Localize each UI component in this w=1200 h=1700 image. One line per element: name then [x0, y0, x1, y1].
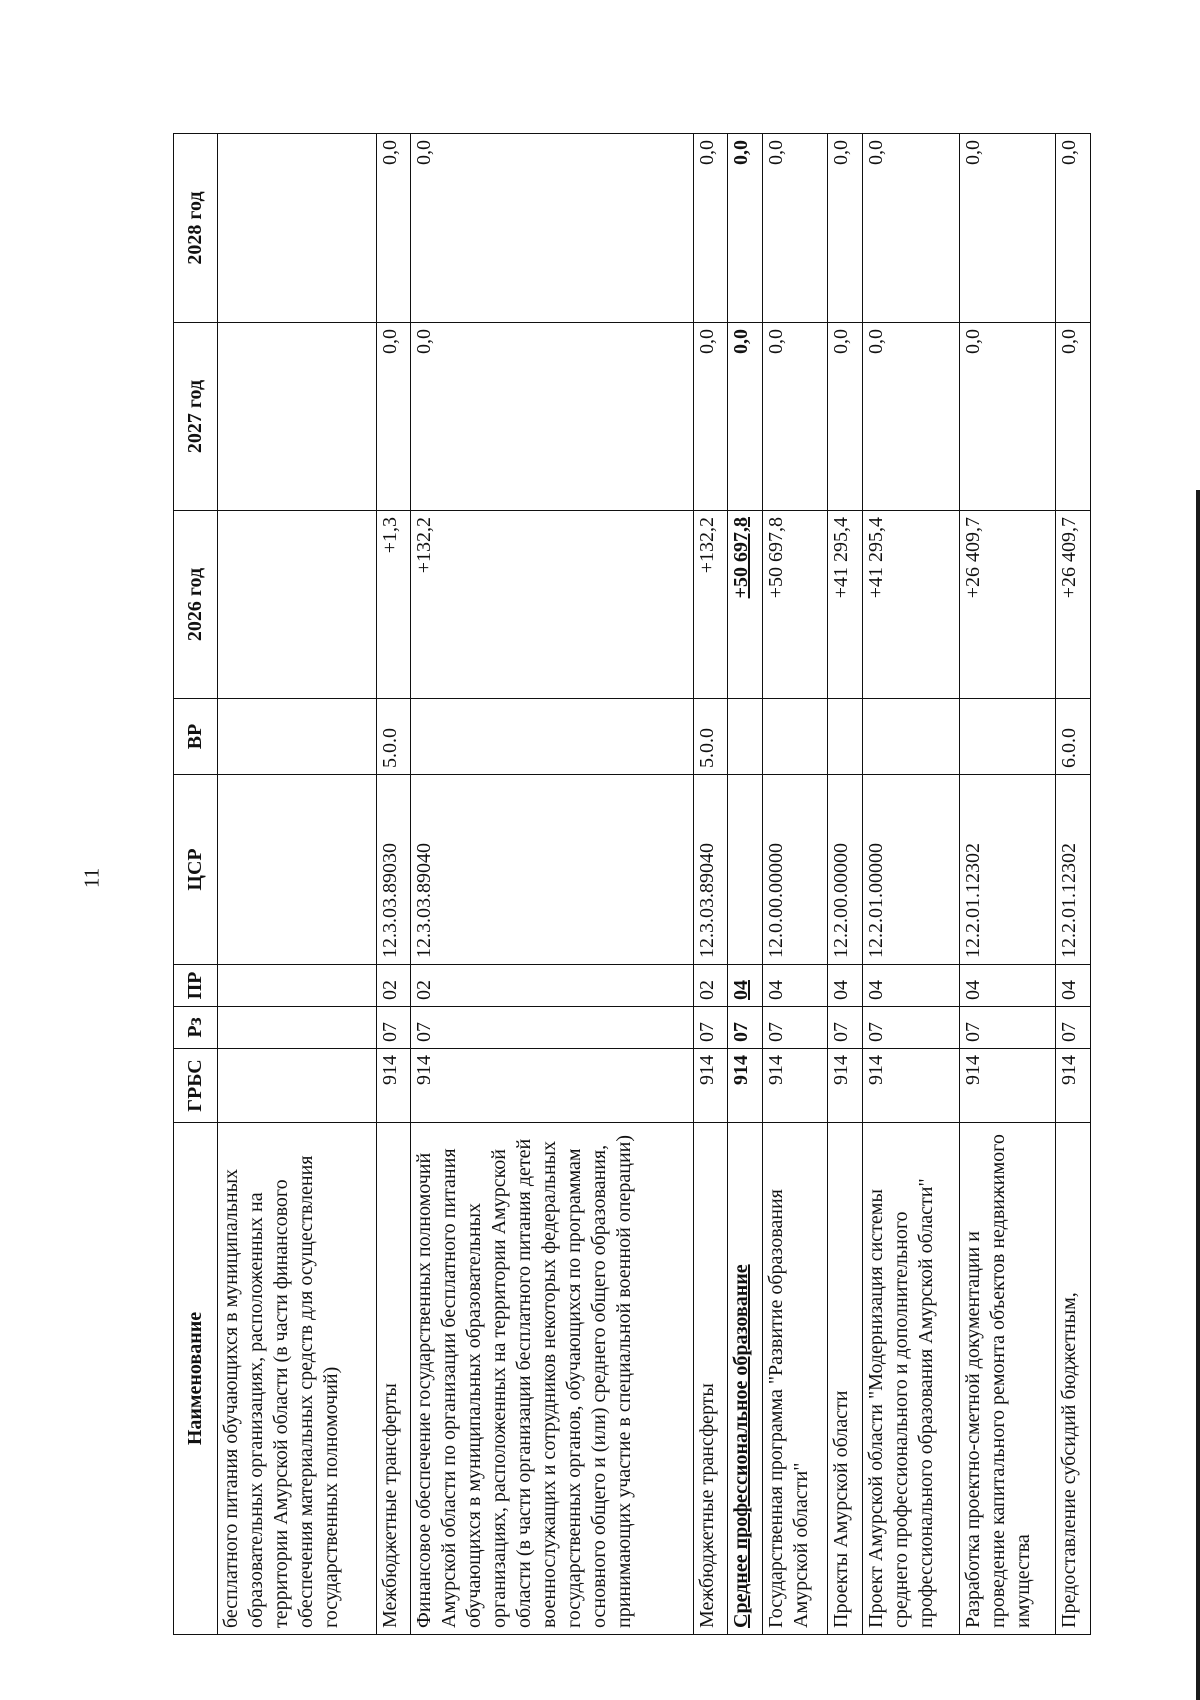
cell-grbs: 914	[376, 1049, 411, 1123]
cell-rz: 07	[693, 1007, 728, 1049]
cell-name: бесплатного питания обучающихся в муниципальных образовательных организациях, расположенных на территории Амурской области (в части финансового обеспечения материальных средств для осуществления государственных полномочий)	[218, 1123, 377, 1635]
cell-grbs: 914	[728, 1049, 763, 1123]
cell-pr: 04	[828, 965, 863, 1007]
header-csr: ЦСР	[174, 775, 218, 965]
cell-csr: 12.3.03.89040	[693, 775, 728, 965]
cell-grbs: 914	[693, 1049, 728, 1123]
cell-pr: 04	[959, 965, 1056, 1007]
cell-vr	[411, 699, 693, 775]
cell-csr	[728, 775, 763, 965]
rotated-table-wrapper	[173, 134, 1091, 1635]
cell-rz: 07	[828, 1007, 863, 1049]
cell-2026: +50 697,8	[728, 511, 763, 699]
cell-rz: 07	[959, 1007, 1056, 1049]
cell-rz: 07	[863, 1007, 960, 1049]
cell-2028: 0,0	[693, 134, 728, 323]
table-row	[218, 134, 377, 1635]
cell-grbs: 914	[411, 1049, 693, 1123]
cell-2028: 0,0	[959, 134, 1056, 323]
cell-vr	[828, 699, 863, 775]
cell-rz: 07	[376, 1007, 411, 1049]
table-row	[828, 134, 863, 1635]
cell-csr: 12.2.01.12302	[959, 775, 1056, 965]
cell-csr: 12.2.01.12302	[1056, 775, 1091, 965]
cell-2026: +1,3	[376, 511, 411, 699]
cell-name: Проект Амурской области "Модернизация системы среднего профессионального и дополнительного профессионального образования Амурской области"	[863, 1123, 960, 1635]
cell-csr: 12.0.00.00000	[762, 775, 828, 965]
cell-pr: 02	[411, 965, 693, 1007]
page-number: 11	[79, 867, 104, 889]
page-edge	[1196, 490, 1200, 1700]
cell-2028: 0,0	[411, 134, 693, 323]
cell-2027	[218, 323, 377, 511]
table-row	[376, 134, 411, 1635]
cell-pr: 04	[1056, 965, 1091, 1007]
table-body	[218, 134, 1091, 1635]
cell-2027: 0,0	[728, 323, 763, 511]
table-row	[693, 134, 728, 1635]
table-header-row	[174, 134, 218, 1635]
cell-rz: 07	[762, 1007, 828, 1049]
cell-pr: 02	[693, 965, 728, 1007]
cell-2027: 0,0	[762, 323, 828, 511]
cell-csr: 12.2.01.00000	[863, 775, 960, 965]
cell-2026: +26 409,7	[1056, 511, 1091, 699]
cell-2027: 0,0	[411, 323, 693, 511]
cell-pr: 04	[863, 965, 960, 1007]
header-2027: 2027 год	[174, 323, 218, 511]
cell-name: Государственная программа "Развитие образования Амурской области"	[762, 1123, 828, 1635]
cell-2028: 0,0	[828, 134, 863, 323]
cell-2026: +50 697,8	[762, 511, 828, 699]
cell-grbs: 914	[1056, 1049, 1091, 1123]
cell-2026	[218, 511, 377, 699]
cell-grbs: 914	[863, 1049, 960, 1123]
cell-2028: 0,0	[728, 134, 763, 323]
cell-pr: 04	[728, 965, 763, 1007]
cell-name: Межбюджетные трансферты	[693, 1123, 728, 1635]
cell-vr: 6.0.0	[1056, 699, 1091, 775]
cell-rz: 07	[1056, 1007, 1091, 1049]
cell-grbs: 914	[959, 1049, 1056, 1123]
cell-2027: 0,0	[959, 323, 1056, 511]
cell-rz	[218, 1007, 377, 1049]
cell-csr: 12.2.00.00000	[828, 775, 863, 965]
budget-table	[173, 133, 1091, 1635]
cell-name: Проекты Амурской области	[828, 1123, 863, 1635]
header-2028: 2028 год	[174, 134, 218, 323]
cell-2026: +41 295,4	[828, 511, 863, 699]
cell-name: Межбюджетные трансферты	[376, 1123, 411, 1635]
cell-vr	[762, 699, 828, 775]
cell-name: Предоставление субсидий бюджетным,	[1056, 1123, 1091, 1635]
cell-vr	[863, 699, 960, 775]
table-row	[411, 134, 693, 1635]
cell-2028	[218, 134, 377, 323]
cell-2026: +132,2	[693, 511, 728, 699]
cell-2027: 0,0	[376, 323, 411, 511]
table-row	[762, 134, 828, 1635]
cell-2027: 0,0	[1056, 323, 1091, 511]
header-name: Наименование	[174, 1123, 218, 1635]
cell-name: Среднее профессиональное образование	[728, 1123, 763, 1635]
header-vr: ВР	[174, 699, 218, 775]
cell-2026: +41 295,4	[863, 511, 960, 699]
cell-2026: +26 409,7	[959, 511, 1056, 699]
header-grbs: ГРБС	[174, 1049, 218, 1123]
cell-csr	[218, 775, 377, 965]
header-2026: 2026 год	[174, 511, 218, 699]
cell-pr: 04	[762, 965, 828, 1007]
cell-2028: 0,0	[376, 134, 411, 323]
cell-name: Разработка проектно-сметной документации и проведение капитального ремонта объектов недвижимого имущества	[959, 1123, 1056, 1635]
cell-2027: 0,0	[828, 323, 863, 511]
header-rz: Рз	[174, 1007, 218, 1049]
cell-name: Финансовое обеспечение государственных полномочий Амурской области по организации бесплатного питания обучающихся в муниципальных образовательных организациях, расположенных на территории Амурской области (в части организации бесплатного питания детей военнослужащих и сотрудников некоторых федеральных государственных органов, обучающихся по программам основного общего и (или) среднего общего образования, принимающих участие в специальной военной операции)	[411, 1123, 693, 1635]
cell-2027: 0,0	[863, 323, 960, 511]
cell-grbs: 914	[762, 1049, 828, 1123]
table-row	[1056, 134, 1091, 1635]
cell-vr: 5.0.0	[693, 699, 728, 775]
cell-2028: 0,0	[762, 134, 828, 323]
table-row	[863, 134, 960, 1635]
table-row	[728, 134, 763, 1635]
cell-vr	[218, 699, 377, 775]
cell-pr: 02	[376, 965, 411, 1007]
table-row	[959, 134, 1056, 1635]
cell-2027: 0,0	[693, 323, 728, 511]
cell-2026: +132,2	[411, 511, 693, 699]
cell-vr: 5.0.0	[376, 699, 411, 775]
cell-grbs	[218, 1049, 377, 1123]
cell-csr: 12.3.03.89040	[411, 775, 693, 965]
header-pr: ПР	[174, 965, 218, 1007]
cell-rz: 07	[728, 1007, 763, 1049]
cell-pr	[218, 965, 377, 1007]
cell-csr: 12.3.03.89030	[376, 775, 411, 965]
cell-2028: 0,0	[1056, 134, 1091, 323]
cell-vr	[959, 699, 1056, 775]
cell-vr	[728, 699, 763, 775]
cell-grbs: 914	[828, 1049, 863, 1123]
cell-rz: 07	[411, 1007, 693, 1049]
cell-2028: 0,0	[863, 134, 960, 323]
